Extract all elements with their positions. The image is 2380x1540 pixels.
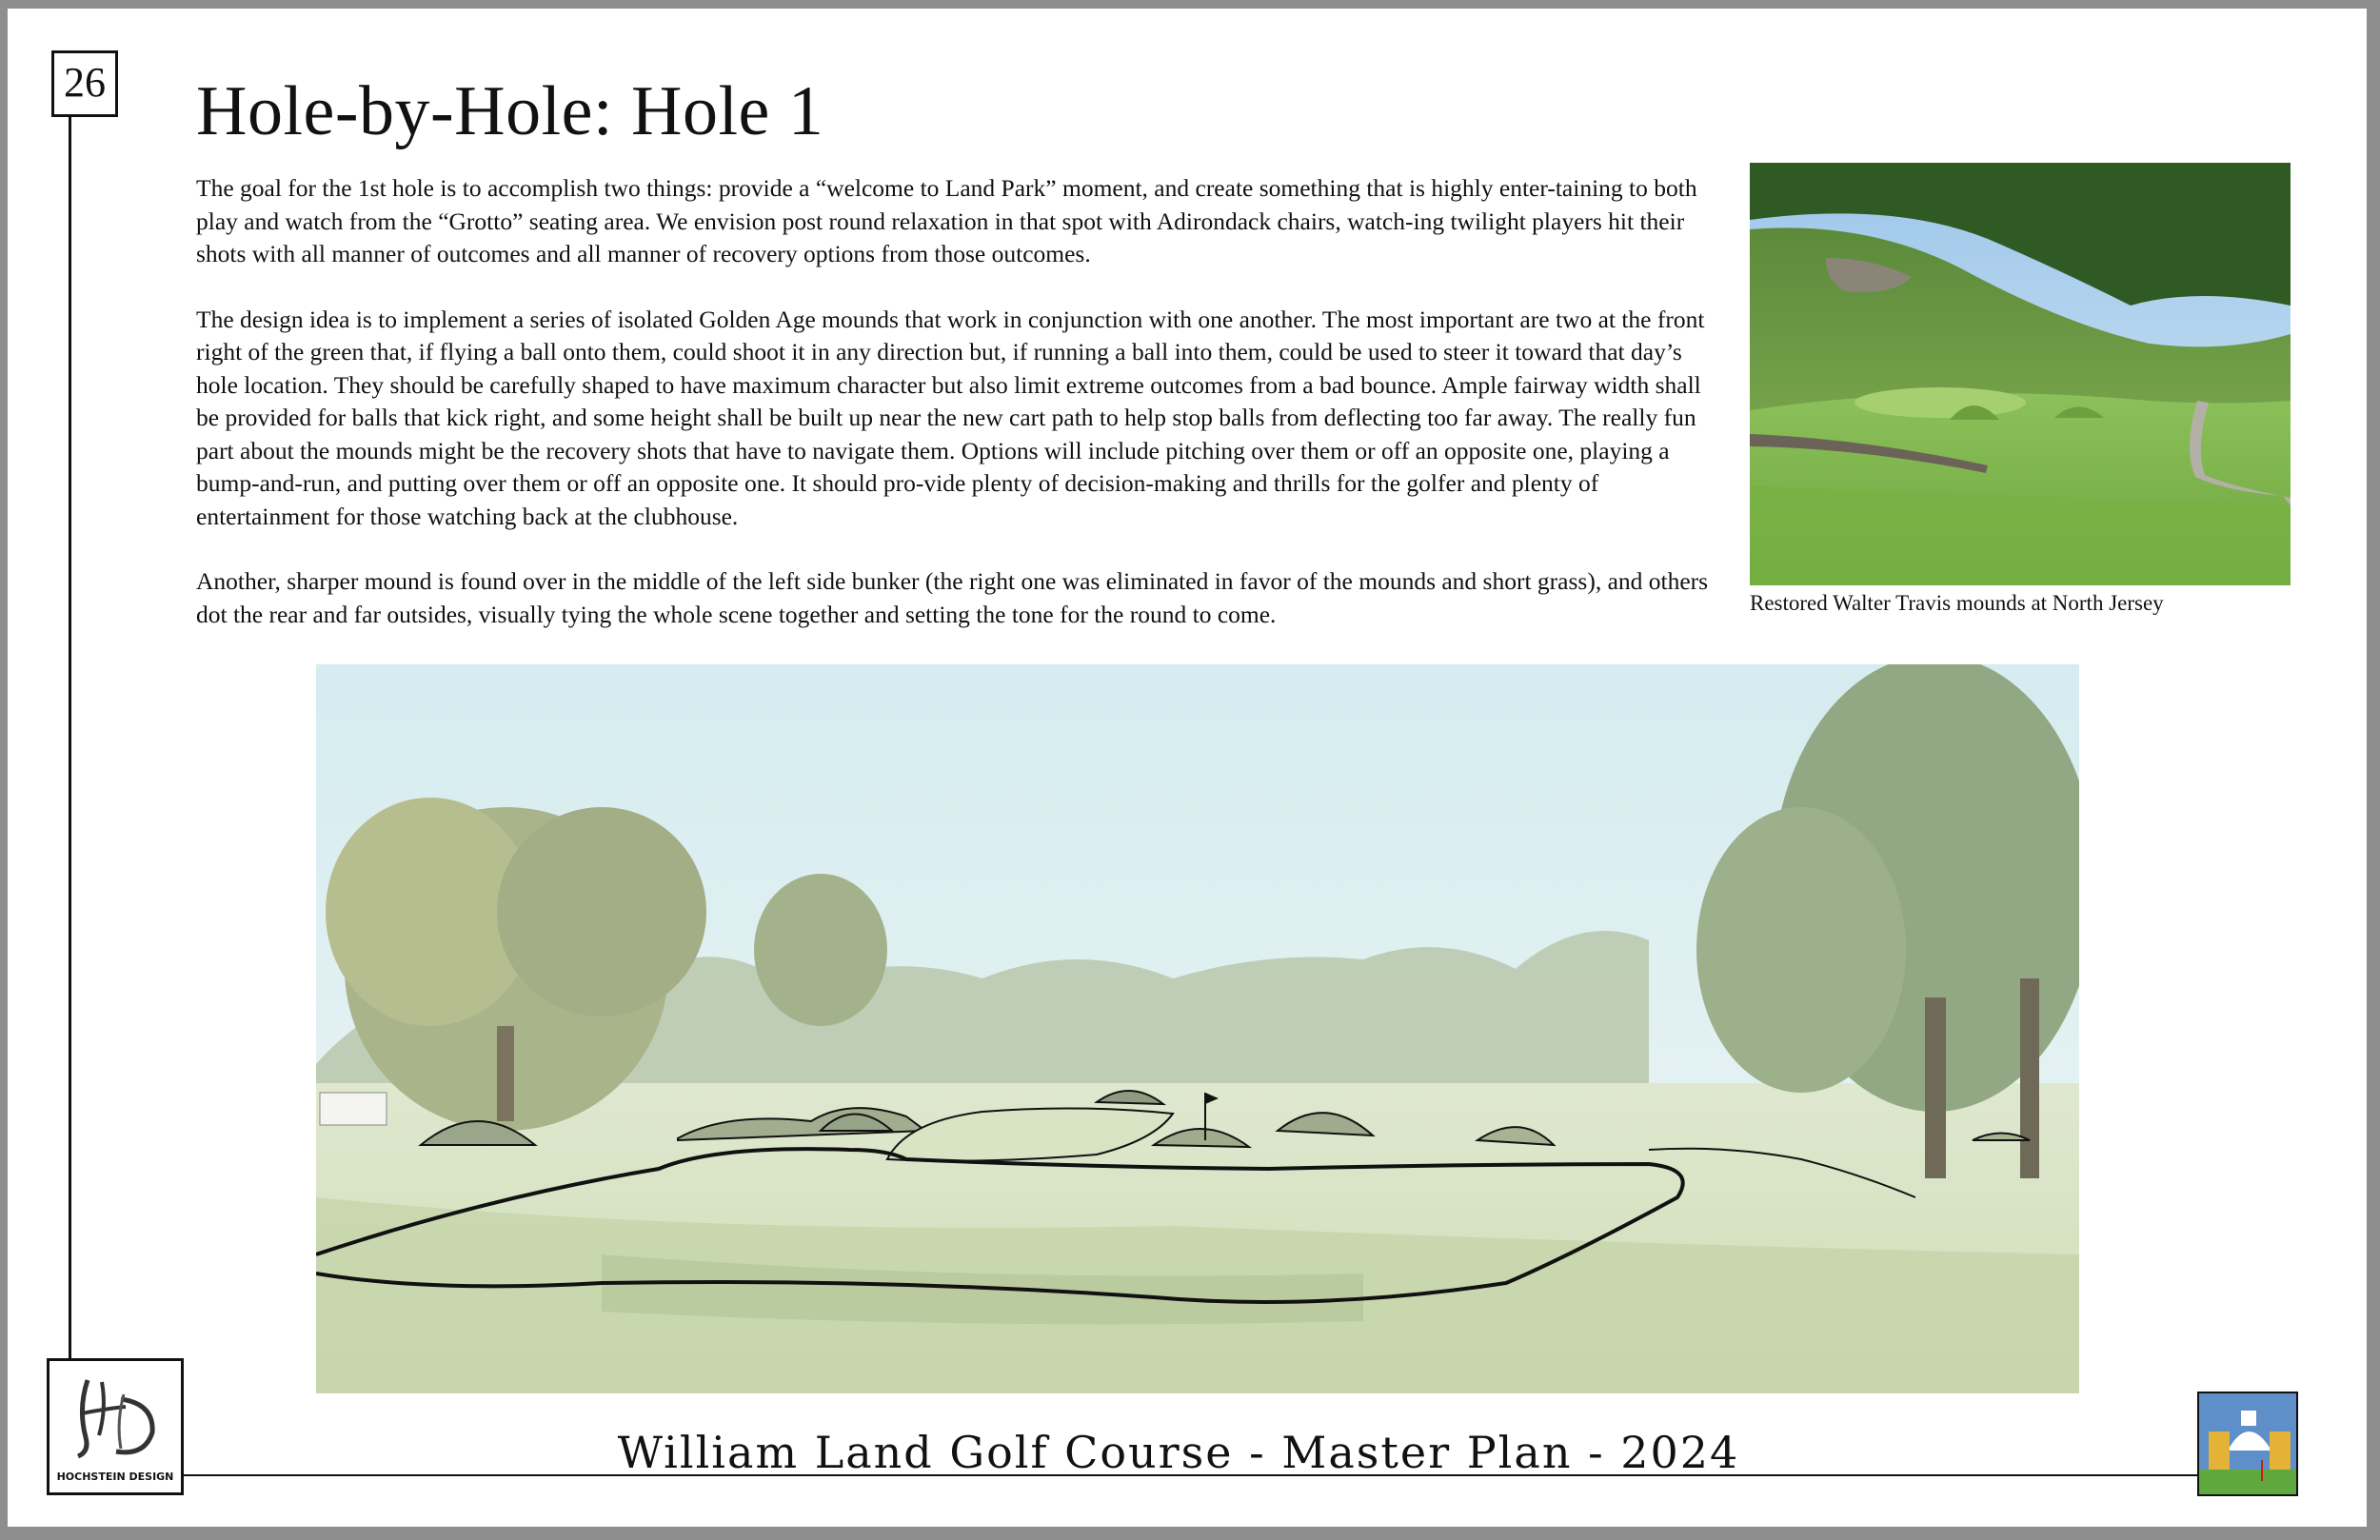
paragraph-3: Another, sharper mound is found over in the middle of the left side bunker (the right one was eliminated in favor of the mounds and short grass), and others dot the rear and far outsides, visually tying the whole scene together and setting the tone for the round to come. [196,567,1709,628]
paragraph-2: The design idea is to implement a series of isolated Golden Age mounds that work in conjunction with one another. The most important are two at the front right of the green that, if flying a ball onto them, could shoot it in any direction but, if running a ball into them, could be used to steer it toward that day’s hole location. They should be carefully shaped to have maximum character but also limit extreme outcomes from a bad bounce. Ample fairway width shall be provided for balls that kick right, and some height shall be built up near the new cart path to help stop balls from deflecting too far away. The really fun part about the mounds might be the recovery shots that have to navigate them. Options will include pitching over them or off an opposite one, playing a bump-and-run, and putting over them or off an opposite one. It should pro-vide plenty of decision-making and thrills for the golfer and plenty of entertainment for those watching back at the clubhouse. [196,305,1705,530]
body-text [196,172,1729,663]
hochstein-design-logo [47,1358,184,1495]
page-number: 26 [51,50,118,117]
footer-title: William Land Golf Course - Master Plan - 2024 [617,1427,1740,1478]
paragraph-1: The goal for the 1st hole is to accomplish two things: provide a “welcome to Land Park” moment, and create something that is highly enter-taining to both play and watch from the “Grotto” seating area. We envision post round relaxation in that spot with Adirondack chairs, watch-ing twilight players hit their shots with all manner of outcomes and all manner of recovery options from those outcomes. [196,174,1697,267]
photo-caption: Restored Walter Travis mounds at North Jersey [1750,591,2164,615]
logo-left-text: HOCHSTEIN DESIGN [56,1471,174,1483]
north-jersey-photo [1750,163,2291,585]
hole-1-rendering [316,664,2079,1393]
william-land-logo [2197,1392,2298,1496]
page-title: Hole-by-Hole: Hole 1 [196,72,824,150]
page [8,9,2367,1527]
margin-rule-vertical [69,117,71,1359]
